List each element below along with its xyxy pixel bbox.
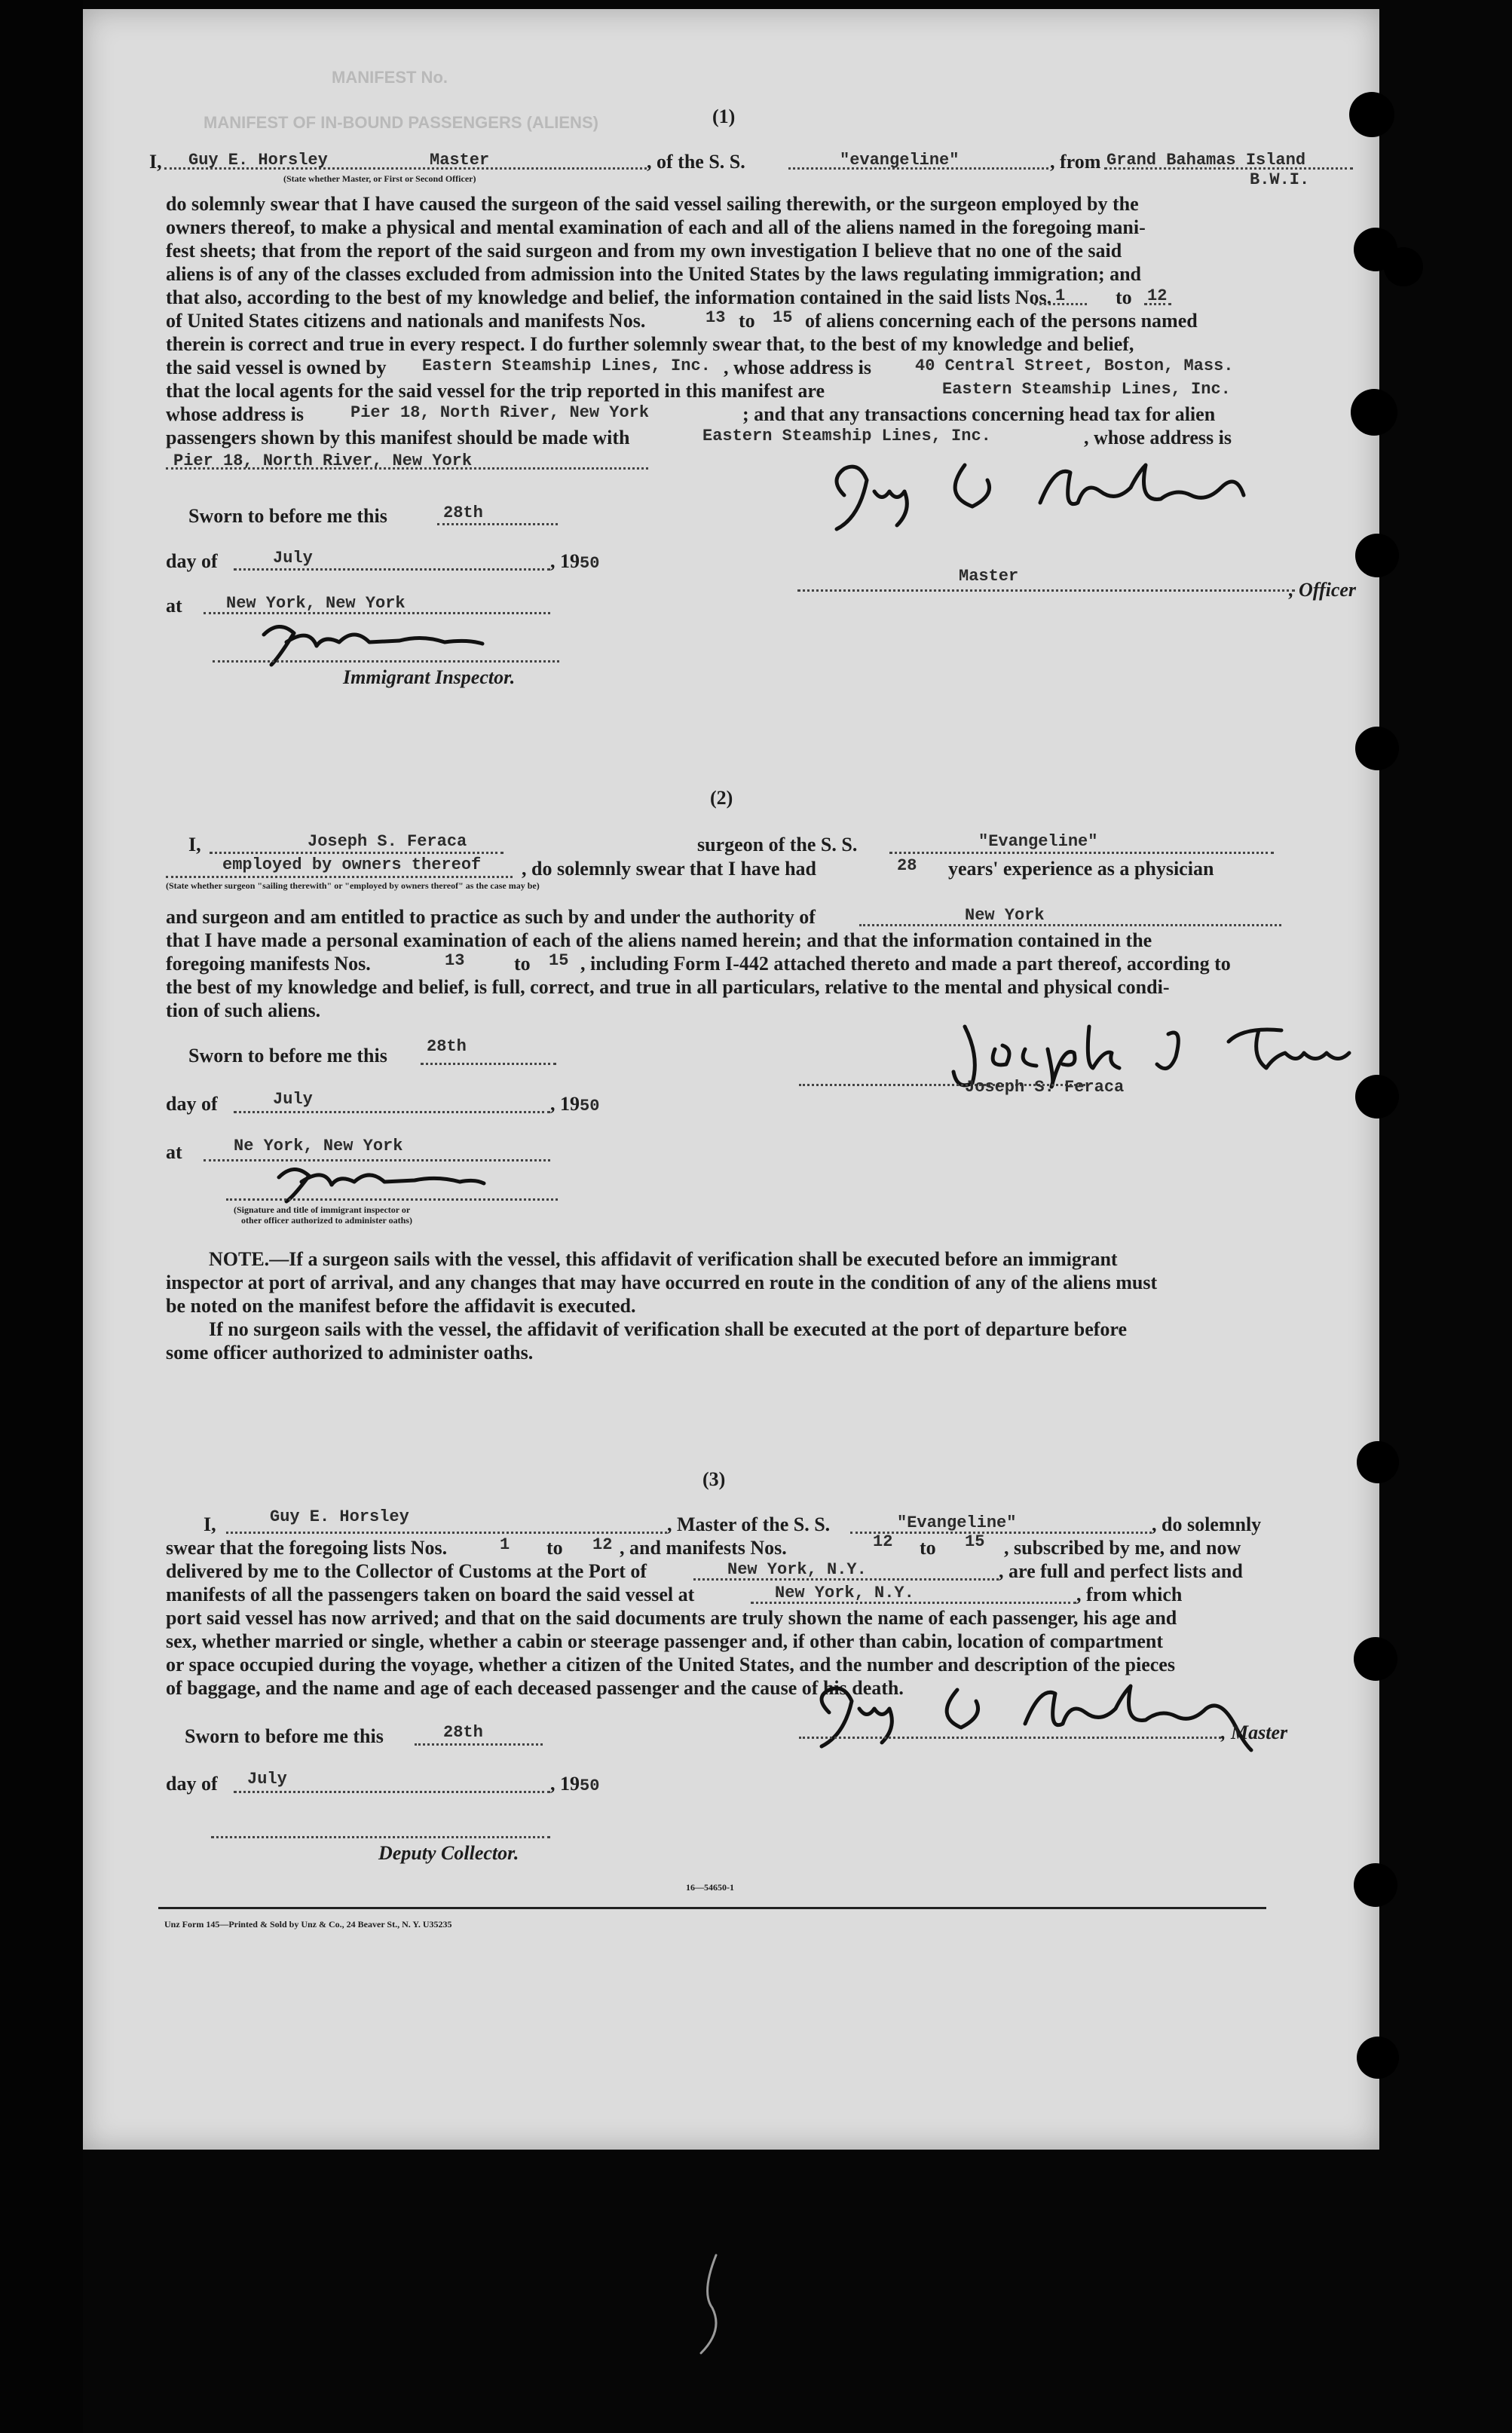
- text: I,: [204, 1513, 216, 1535]
- text: —If a surgeon sails with the vessel, this affidavit of verification shall be executed before an immigrant: [269, 1248, 1118, 1270]
- text: years' experience as a physician: [948, 858, 1214, 880]
- years-experience: 28: [897, 856, 917, 875]
- note-label: NOTE.: [209, 1248, 270, 1270]
- master-caption: , Master: [1221, 1721, 1288, 1743]
- text: of baggage, and the name and age of each deceased passenger and the cause of his death.: [166, 1677, 904, 1699]
- text: fest sheets; that from the report of the said surgeon and from my own investigation I believe that no one of the said: [166, 240, 1122, 262]
- text: that I have made a personal examination of each of the aliens named herein; and that the information contained in the: [166, 929, 1152, 951]
- bleed-stamp: MANIFEST No.: [332, 68, 448, 87]
- punch-hole: [1355, 1075, 1399, 1119]
- text: day of: [166, 1093, 218, 1115]
- punch-hole: [1357, 2037, 1399, 2079]
- head-tax-address: Pier 18, North River, New York: [173, 451, 473, 470]
- text: , do solemnly swear that I have had: [522, 858, 817, 880]
- status-note: (State whether surgeon "sailing therewith" or "employed by owners thereof" as the case may be): [166, 880, 540, 891]
- dotted-line: [234, 1791, 550, 1793]
- text: to: [920, 1537, 936, 1559]
- text: , whose address is: [724, 357, 872, 378]
- text: , are full and perfect lists and: [999, 1560, 1243, 1582]
- deputy-caption: Deputy Collector.: [378, 1842, 519, 1864]
- text: to: [1116, 286, 1132, 308]
- ship-name: "Evangeline": [897, 1513, 1017, 1532]
- head-tax-agent: Eastern Steamship Lines, Inc.: [702, 427, 991, 445]
- text: do solemnly swear that I have caused the surgeon of the said vessel sailing therewith, or the surgeon employed by the: [166, 193, 1139, 215]
- text: delivered by me to the Collector of Customs at the Port of: [166, 1560, 647, 1582]
- punch-hole: [1351, 389, 1397, 436]
- text: , 19: [550, 1093, 580, 1115]
- text: be noted on the manifest before the affidavit is executed.: [166, 1295, 636, 1317]
- text: I,: [149, 151, 162, 173]
- text: ; and that any transactions concerning head tax for alien: [742, 403, 1216, 425]
- text: passengers shown by this manifest should be made with: [166, 427, 630, 448]
- year: 50: [580, 1777, 600, 1795]
- text: I,: [188, 834, 201, 855]
- punch-hole: [1355, 534, 1399, 577]
- text: , subscribed by me, and now: [1004, 1537, 1241, 1559]
- punch-hole: [1355, 727, 1399, 770]
- text: If no surgeon sails with the vessel, the affidavit of verification shall be executed at the port of departure before: [209, 1318, 1128, 1340]
- text: aliens is of any of the classes excluded from admission into the United States by the laws regulating immigration; and: [166, 263, 1142, 285]
- text: therein is correct and true in every respect. I do further solemnly swear that, to the best of my knowledge and belief,: [166, 333, 1134, 355]
- dotted-line: [211, 1836, 550, 1838]
- month: July: [273, 1090, 313, 1109]
- port: New York, N.Y.: [727, 1560, 867, 1579]
- surgeon-typed-name: Joseph S. Feraca: [965, 1078, 1125, 1097]
- text: that the local agents for the said vessel for the trip reported in this manifest are: [166, 380, 825, 402]
- local-agent: Eastern Steamship Lines, Inc.: [942, 380, 1231, 399]
- surgeon-name: Joseph S. Feraca: [308, 832, 467, 851]
- form-sheet: [83, 9, 1379, 2150]
- text: some officer authorized to administer oaths.: [166, 1342, 534, 1363]
- text: day of: [166, 1773, 218, 1795]
- punch-hole: [1384, 247, 1423, 286]
- text: inspector at port of arrival, and any changes that may have occurred en route in the condition of any of the aliens must: [166, 1272, 1158, 1293]
- officer-caption: , Officer: [1289, 579, 1357, 601]
- manifest-from: 12: [873, 1532, 893, 1551]
- boarding-port: New York, N.Y.: [775, 1584, 914, 1602]
- sig-caption-2: other officer authorized to administer oaths): [241, 1215, 412, 1226]
- owner: Eastern Steamship Lines, Inc.: [422, 357, 711, 375]
- text: tion of such aliens.: [166, 999, 321, 1021]
- place: Ne York, New York: [234, 1137, 403, 1155]
- text: to: [514, 953, 531, 975]
- master-signature: [814, 450, 1281, 540]
- master-name: Guy E. Horsley: [270, 1507, 409, 1526]
- text: , of the S. S.: [647, 151, 745, 173]
- manifest-to: 15: [965, 1532, 985, 1551]
- dotted-line: [234, 1111, 550, 1113]
- text: , whose address is: [1084, 427, 1232, 448]
- year: 50: [580, 554, 600, 573]
- text: day of: [166, 550, 218, 572]
- manifest-from: 13: [705, 308, 726, 327]
- license-authority: New York: [965, 906, 1045, 925]
- ship-name: "evangeline": [840, 151, 960, 170]
- text: at: [166, 595, 182, 617]
- punch-hole: [1354, 1637, 1397, 1681]
- form-number: 16—54650-1: [686, 1882, 734, 1893]
- dotted-line: [421, 1063, 556, 1065]
- punch-hole: [1357, 1441, 1399, 1483]
- text: whose address is: [166, 403, 305, 425]
- dotted-line: [799, 1737, 1221, 1739]
- rank-note: (State whether Master, or First or Second Officer): [283, 173, 476, 184]
- year: 50: [580, 1097, 600, 1116]
- text: , from: [1050, 151, 1101, 173]
- agent-address: Pier 18, North River, New York: [350, 403, 650, 422]
- text: or space occupied during the voyage, whether a citizen of the United States, and the number and description of the pieces: [166, 1654, 1175, 1676]
- dotted-line: [213, 660, 559, 663]
- sig-caption: (Signature and title of immigrant inspector or: [234, 1204, 411, 1215]
- text: surgeon of the S. S.: [697, 834, 858, 855]
- text: , including Form I-442 attached thereto and made a part thereof, according to: [580, 953, 1231, 975]
- text: to: [739, 310, 755, 332]
- section-number: (1): [712, 106, 736, 127]
- master-name: Guy E. Horsley: [188, 151, 328, 170]
- text: , 19: [550, 1773, 580, 1795]
- inspector-caption: Immigrant Inspector.: [343, 666, 516, 688]
- text: manifests of all the passengers taken on board the said vessel at: [166, 1584, 695, 1605]
- text: swear that the foregoing lists Nos.: [166, 1537, 448, 1559]
- text: that also, according to the best of my knowledge and belief, the information contained in the said lists Nos.: [166, 286, 1052, 308]
- text: the best of my knowledge and belief, is full, correct, and true in all particulars, relative to the mental and physical condi-: [166, 976, 1170, 998]
- text: port said vessel has now arrived; and that on the said documents are truly shown the name of each passenger, his age and: [166, 1607, 1177, 1629]
- bleed-stamp-title: MANIFEST OF IN-BOUND PASSENGERS (ALIENS): [204, 113, 598, 132]
- text: sex, whether married or single, whether a cabin or steerage passenger and, if other than cabin, location of compartment: [166, 1630, 1163, 1652]
- master-caption: Master: [959, 567, 1019, 586]
- text: at: [166, 1141, 182, 1163]
- text: Sworn to before me this: [188, 505, 387, 527]
- text: , and manifests Nos.: [620, 1537, 787, 1559]
- manifest-from: 13: [445, 951, 465, 970]
- lists-to: 12: [1147, 286, 1168, 305]
- text: of United States citizens and nationals and manifests Nos.: [166, 310, 646, 332]
- text: owners thereof, to make a physical and mental examination of each and all of the aliens named in the foregoing mani-: [166, 216, 1146, 238]
- dotted-line: [226, 1198, 558, 1201]
- month: July: [247, 1770, 287, 1789]
- text: , 19: [550, 550, 580, 572]
- dotted-line: [797, 589, 1295, 592]
- text: and surgeon and am entitled to practice as such by and under the authority of: [166, 906, 816, 928]
- text: , do solemnly: [1152, 1513, 1262, 1535]
- owner-address: 40 Central Street, Boston, Mass.: [915, 357, 1234, 375]
- manifest-to: 15: [773, 308, 793, 327]
- manifest-to: 15: [549, 951, 569, 970]
- text: foregoing manifests Nos.: [166, 953, 371, 975]
- lists-from: 1: [500, 1535, 510, 1554]
- text: Sworn to before me this: [188, 1045, 387, 1067]
- inspector-signature: [249, 612, 490, 672]
- rank: Master: [430, 151, 490, 170]
- scan-border: [0, 0, 83, 2433]
- surgeon-status: employed by owners thereof: [222, 855, 482, 874]
- text: , Master of the S. S.: [667, 1513, 831, 1535]
- pencil-mark: [671, 2248, 746, 2368]
- section-number: (3): [702, 1468, 726, 1490]
- text: to: [546, 1537, 563, 1559]
- text: the said vessel is owned by: [166, 357, 387, 378]
- sworn-day: 28th: [427, 1037, 467, 1056]
- divider: [158, 1907, 1266, 1909]
- text: Sworn to before me this: [185, 1725, 384, 1747]
- punch-hole: [1349, 92, 1394, 137]
- text: of aliens concerning each of the persons named: [805, 310, 1198, 332]
- sworn-day: 28th: [443, 1723, 483, 1742]
- punch-hole: [1354, 1863, 1397, 1907]
- sworn-day: 28th: [443, 503, 483, 522]
- place: New York, New York: [226, 594, 406, 613]
- ship-name: "Evangeline": [978, 832, 1098, 851]
- departure-port: Grand Bahamas Island: [1106, 151, 1306, 170]
- section-number: (2): [710, 787, 733, 809]
- master-signature-2: [799, 1675, 1266, 1758]
- lists-to: 12: [592, 1535, 613, 1554]
- dotted-line: [859, 924, 1281, 926]
- printer-line: Unz Form 145—Printed & Sold by Unz & Co., 24 Beaver St., N. Y. U35235: [164, 1919, 452, 1930]
- lists-from: 1: [1055, 286, 1066, 305]
- month: July: [273, 549, 313, 568]
- departure-port-2: B.W.I.: [1250, 170, 1310, 189]
- text: , from which: [1076, 1584, 1183, 1605]
